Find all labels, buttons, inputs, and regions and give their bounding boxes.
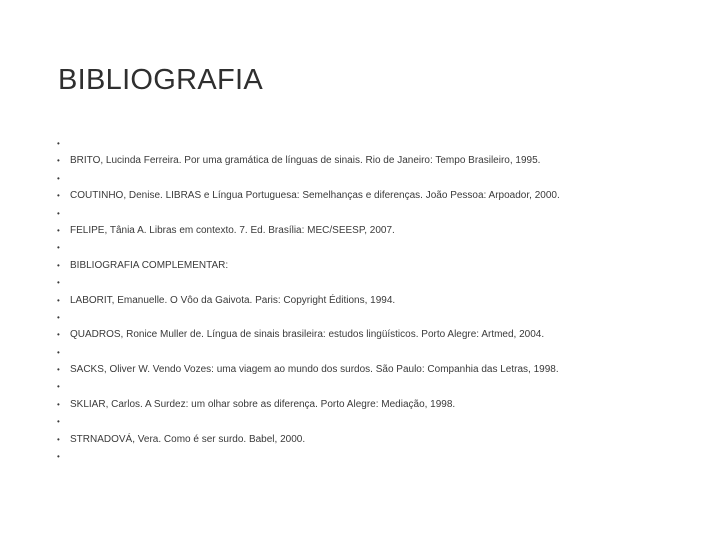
bullet-icon: • [57, 208, 60, 218]
bullet-icon: • [57, 156, 60, 166]
bibliography-entry [57, 152, 697, 169]
bibliography-entry-text: STRNADOVÁ, Vera. Como é ser surdo. Babel, 2000. [70, 433, 306, 445]
bullet-icon: • [57, 417, 60, 427]
bibliography-entry-text: QUADROS, Ronice Muller de. Língua de sinais brasileira: estudos lingüísticos. Porto Alegre: Artmed, 2004. [70, 329, 545, 341]
empty-bullet-line [57, 448, 697, 465]
bibliography-entry-text: FELIPE, Tânia A. Libras em contexto. 7. Ed. Brasília: MEC/SEESP, 2007. [70, 224, 395, 236]
bullet-icon: • [57, 452, 60, 462]
empty-bullet-line [57, 378, 697, 395]
empty-bullet-line [57, 274, 697, 291]
empty-bullet-line [57, 135, 697, 152]
bullet-icon: • [57, 365, 60, 375]
bullet-icon: • [57, 295, 60, 305]
bibliography-entry [57, 361, 697, 378]
bibliography-list [57, 135, 697, 465]
bullet-icon: • [57, 191, 60, 201]
empty-bullet-line [57, 344, 697, 361]
bibliography-entry [57, 431, 697, 448]
bullet-icon: • [57, 382, 60, 392]
bibliography-entry-text: SKLIAR, Carlos. A Surdez: um olhar sobre as diferença. Porto Alegre: Mediação, 1998. [70, 398, 456, 410]
bullet-icon: • [57, 225, 60, 235]
bullet-icon: • [57, 260, 60, 270]
bibliography-entry-text: SACKS, Oliver W. Vendo Vozes: uma viagem ao mundo dos surdos. São Paulo: Companhia das Letras, 1998. [70, 364, 559, 376]
bibliography-entry [57, 396, 697, 413]
empty-bullet-line [57, 205, 697, 222]
bullet-icon: • [57, 434, 60, 444]
bibliography-entry-text: BRITO, Lucinda Ferreira. Por uma gramática de línguas de sinais. Rio de Janeiro: Tempo Brasileiro, 1995. [70, 155, 541, 167]
slide-title: BIBLIOGRAFIA [58, 64, 264, 96]
bullet-icon: • [57, 330, 60, 340]
empty-bullet-line [57, 170, 697, 187]
bullet-icon: • [57, 399, 60, 409]
bibliography-entry [57, 222, 697, 239]
bullet-icon: • [57, 243, 60, 253]
bibliography-entry-text: LABORIT, Emanuelle. O Vôo da Gaivota. Paris: Copyright Éditions, 1994. [70, 294, 396, 306]
empty-bullet-line [57, 239, 697, 256]
bullet-icon: • [57, 312, 60, 322]
bullet-icon: • [57, 173, 60, 183]
bibliography-entry [57, 326, 697, 343]
empty-bullet-line [57, 309, 697, 326]
bibliography-entry [57, 187, 697, 204]
bullet-icon: • [57, 139, 60, 148]
bibliography-entry [57, 257, 697, 274]
bibliography-entry-text: COUTINHO, Denise. LIBRAS e Língua Portuguesa: Semelhanças e diferenças. João Pessoa: Arpoador, 2000. [70, 190, 560, 202]
bullet-icon: • [57, 278, 60, 288]
bibliography-entry [57, 292, 697, 309]
bullet-icon: • [57, 347, 60, 357]
bibliography-entry-text: BIBLIOGRAFIA COMPLEMENTAR: [70, 259, 229, 271]
empty-bullet-line [57, 413, 697, 430]
